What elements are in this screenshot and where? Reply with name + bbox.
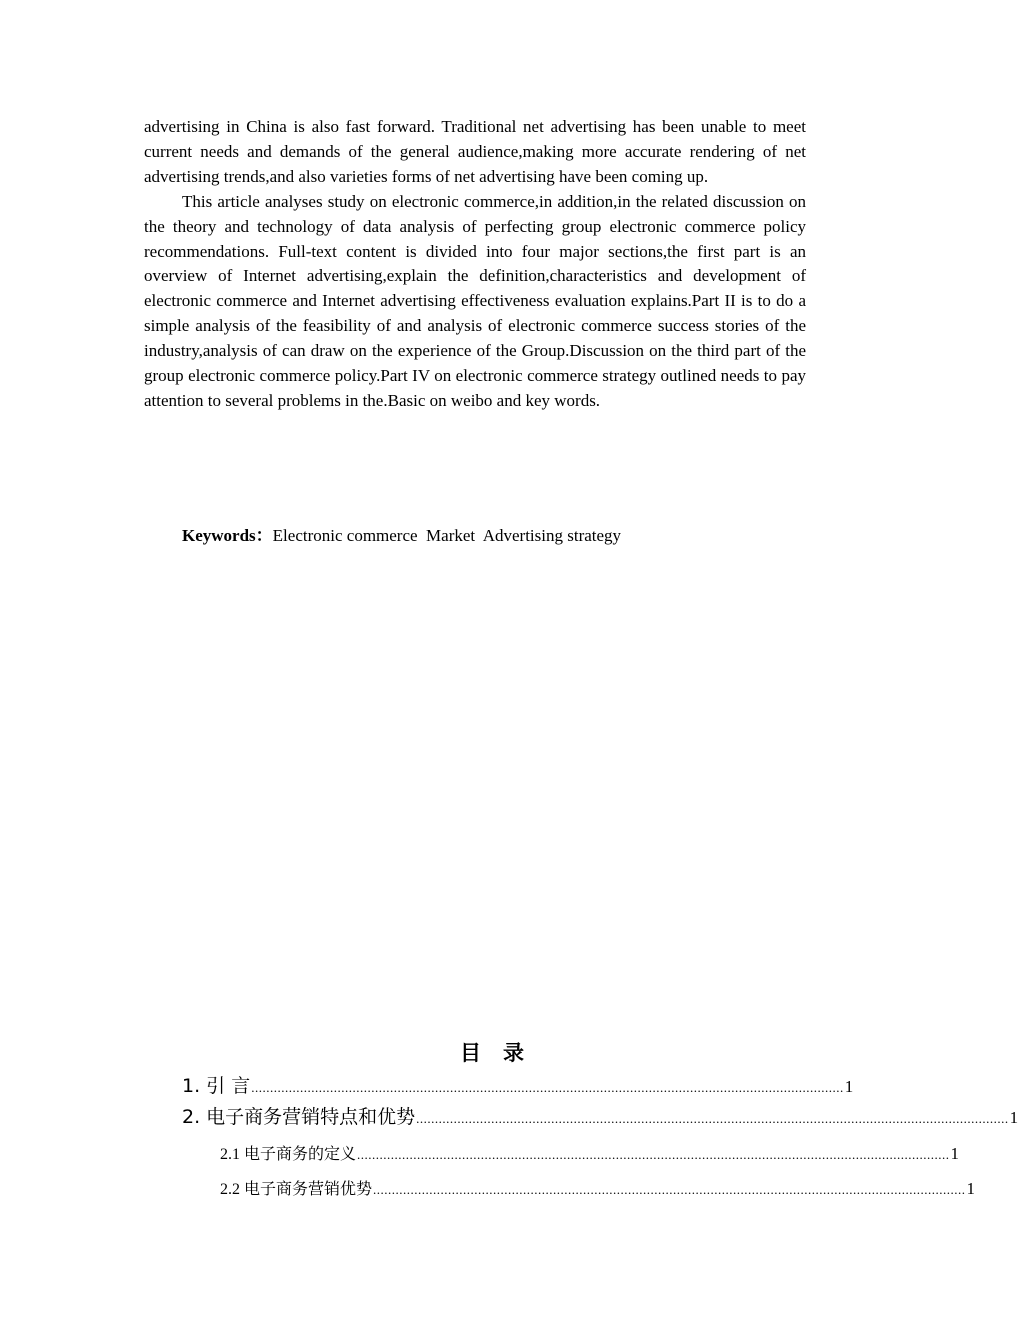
toc-dot-leader: ..............................................................................................................................................................	[357, 1147, 950, 1162]
toc-entry-label: 2.2 电子商务营销优势	[220, 1181, 373, 1198]
toc-page-number: 1	[966, 1179, 976, 1198]
keywords-value: Electronic commerce Market Advertising strategy	[272, 526, 622, 545]
abstract-paragraph-2: This article analyses study on electronic commerce,in addition,in the related discussion on the theory and technology of data analysis of perfecting group electronic commerce policy recommendations. Full-text content is divided into four major sections,the first part is an overview of Internet advertising,explain the definition,characteristics and development of electronic commerce and Internet advertising effectiveness evaluation explains.Part II is to do a simple analysis of the feasibility of and analysis of electronic commerce success stories of the industry,analysis of can draw on the experience of the Group.Discussion on the third part of the group electronic commerce policy.Part IV on electronic commerce strategy outlined needs to pay attention to several problems in the.Basic on weibo and key words.	[144, 191, 806, 410]
toc-entry-ecommerce-features[interactable]	[182, 1102, 1018, 1129]
toc-page-number: 1	[844, 1077, 854, 1096]
abstract-paragraph-1: advertising in China is also fast forward. Traditional net advertising has been unable to meet current needs and demands of the general audience,making more accurate rendering of net advertising trends,and also varieties forms of net advertising have been coming up.	[144, 117, 806, 186]
keywords-label: Keywords：	[182, 526, 273, 545]
toc-entry-label: 2.1 电子商务的定义	[220, 1146, 357, 1163]
toc-entry-introduction[interactable]	[182, 1071, 854, 1098]
toc-dot-leader: ..............................................................................................................................................................	[416, 1111, 1009, 1126]
toc-page-number: 1	[950, 1144, 960, 1163]
toc-entry-label: 2. 电子商务营销特点和优势	[182, 1106, 416, 1128]
toc-entry-label: 1. 引 言	[182, 1075, 251, 1097]
toc-entry-ecommerce-definition[interactable]	[220, 1141, 960, 1164]
keywords-line	[182, 524, 621, 548]
toc-entry-ecommerce-advantages[interactable]	[220, 1176, 976, 1199]
toc-dot-leader: ..............................................................................................................................................................	[251, 1080, 844, 1095]
toc-title: 目录	[460, 1041, 546, 1065]
abstract-body	[144, 115, 806, 414]
toc-page-number: 1	[1009, 1108, 1018, 1127]
toc-dot-leader: ..............................................................................................................................................................	[373, 1182, 966, 1197]
